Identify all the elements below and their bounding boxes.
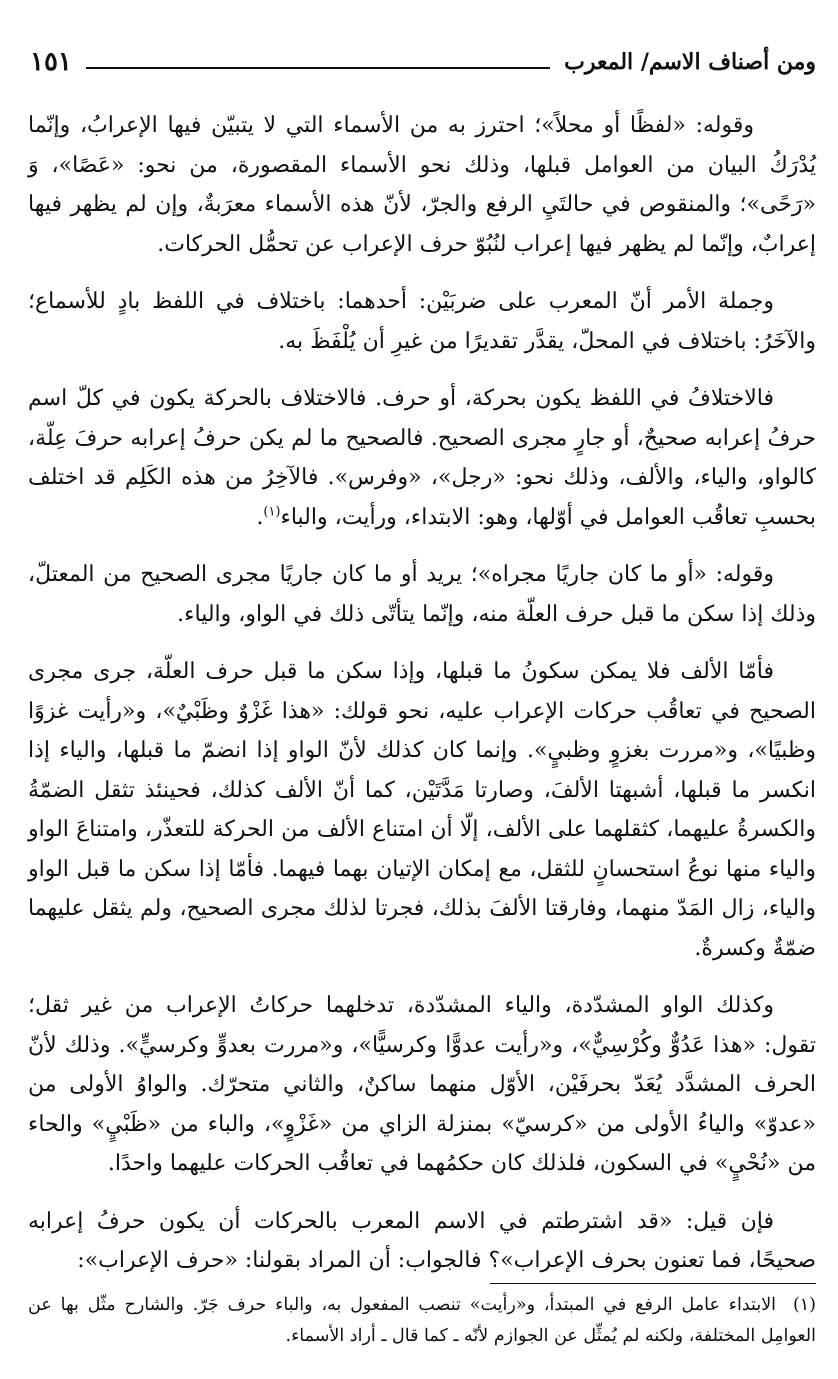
footnote-text: الابتداء عامل الرفع في المبتدأ، و«رأيت» تنصب المفعول به، والباء حرف جَرّ. والشارح مثّل بها عن العوامِل المختلفة، ولكنه لم يُمثِّل عن الجوازم لأنّه ـ كما قال ـ أراد الأسماء. bbox=[28, 1295, 816, 1346]
paragraph-3: فالاختلافُ في اللفظ يكون بحركة، أو حرف. فالاختلاف بالحركة يكون في كلّ اسم حرفُ إعرابه صحيحٌ، أو جارٍ مجرى الصحيح. فالصحيح ما لم يكن حرفُ إعرابه حرفَ عِلّة، كالواو، والياء، والألف، وذلك نحو: «رجل»، «وفرس». فالآخِرُ من هذه الكَلِم قد اختلف بحسبِ تعاقُب العوامل في أوّلها، وهو: الابتداء، ورأيت، والباء$^{(١)}$. bbox=[28, 386, 816, 530]
footnote-rule bbox=[490, 1283, 816, 1284]
paragraph-5: فأمّا الألف فلا يمكن سكونُ ما قبلها، وإذا سكن ما قبل حرف العلّة، جرى مجرى الصحيح في تعاقُب حركات الإعراب عليه، نحو قولك: «هذا غَزْوٌ وظَبْيٌ»، و«رأيت غزوًا وظبيًا»، و«مررت بغزوٍ وظبيٍ». وإنما كان كذلك لأنّ الواو إذا انضمّ ما قبلها، والياء إذا انكسر ما قبلها، أشبهتا الألفَ، وصارتا مَدَّتَيْن، كما أنّ الألف كذلك، فحينئذ تثقل الضمّةُ والكسرةُ عليهما، كثقلهما على الألف، إلّا أن امتناع الألف من الحركة للتعذّر، وامتناعَ الواو والياء منها نوعُ استحسانٍ للثقل، مع إمكان الإتيان بهما فيهما. فأمّا إذا سكن ما قبل الواو والياء، زال المَدّ منهما، وفارقتا الألفَ بذلك، فجرتا لذلك مجرى الصحيح، ولم يثقل عليهما ضمّةٌ وكسرةٌ. bbox=[28, 659, 816, 961]
paragraph-4: وقوله: «أو ما كان جاريًا مجراه»؛ يريد أو ما كان جاريًا مجرى الصحيح من المعتلّ، وذلك إذا سكن ما قبل حرف العلّة منه، وإنّما يتأتّى ذلك في الواو، والياء. bbox=[28, 562, 816, 627]
body-text bbox=[28, 106, 816, 1299]
footnote-reference[interactable]: (١) bbox=[263, 504, 281, 520]
page-number: ١٥١ bbox=[30, 47, 72, 77]
paragraph-3-text: فالاختلافُ في اللفظ يكون بحركة، أو حرف. فالاختلاف بالحركة يكون في كلّ اسم حرفُ إعرابه صحيحٌ، أو جارٍ مجرى الصحيح. فالصحيح ما لم يكن حرفُ إعرابه حرفَ عِلّة، كالواو، والياء، والألف، وذلك نحو: «رجل»، «وفرس». فالآخِرُ من هذه الكَلِم قد اختلف بحسبِ تعاقُب العوامل في أوّلها، وهو: الابتداء، ورأيت، والباء bbox=[28, 386, 816, 530]
header-title: ومن أصناف الاسم/ المعرب bbox=[564, 49, 816, 75]
footnote bbox=[28, 1290, 816, 1352]
paragraph-2: وجملة الأمر أنّ المعرب على ضربَيْن: أحدهما: باختلاف في اللفظ بادٍ للأسماع؛ والآخَرُ: باختلاف في المحلّ، يقدَّر تقديرًا من غيرِ أن يُلْفَظَ به. bbox=[28, 289, 816, 354]
paragraph-6: وكذلك الواو المشدّدة، والياء المشدّدة، تدخلهما حركاتُ الإعراب من غير ثقل؛ تقول: «هذا عَدُوٌّ وكُرْسِيٌّ»، و«رأيت عدوًّا وكرسيًّا»، و«مررت بعدوٍّ وكرسيٍّ». وذلك لأنّ الحرف المشدَّد يُعَدّ بحرفَيْن، الأوّل منهما ساكنٌ، والثاني متحرّك. والواوُ الأولى من «عدوّ» والياءُ الأولى من «كرسيّ» بمنزلة الزاي من «غَزْوٍ»، والباء من «ظَبْيٍ» والحاء من «نُحْيٍ» في السكون، فلذلك كان حكمُهما في تعاقُب الحركات عليهما واحدًا. bbox=[28, 993, 816, 1176]
header-rule bbox=[86, 67, 550, 69]
paragraph-7: فإن قيل: «قد اشترطتم في الاسم المعرب بالحركات أن يكون حرفُ إعرابه صحيحًا، فما تعنون بحرف الإعراب»؟ فالجواب: أن المراد بقولنا: «حرف الإعراب»: bbox=[28, 1208, 816, 1273]
running-header bbox=[30, 40, 816, 84]
paragraph-1: وقوله: «لفظًا أو محلاً»؛ احترز به من الأسماء التي لا يتبيّن فيها الإعرابُ، وإنّما يُدْرَكُ البيان من العوامل قبلها، وذلك نحو الأسماء المقصورة، من نحو: «عَصًا»، وَ «رَحًى»؛ والمنقوص في حالتَيِ الرفع والجرّ، لأنّ هذه الأسماء معرَبةٌ، وإن لم يظهر فيها إعرابٌ، وإنّما لم يظهر فيها إعراب لنُبُوّ حرف الإعراب عن تحمُّل الحركات. bbox=[28, 113, 816, 257]
footnote-marker: (١) bbox=[792, 1295, 816, 1315]
